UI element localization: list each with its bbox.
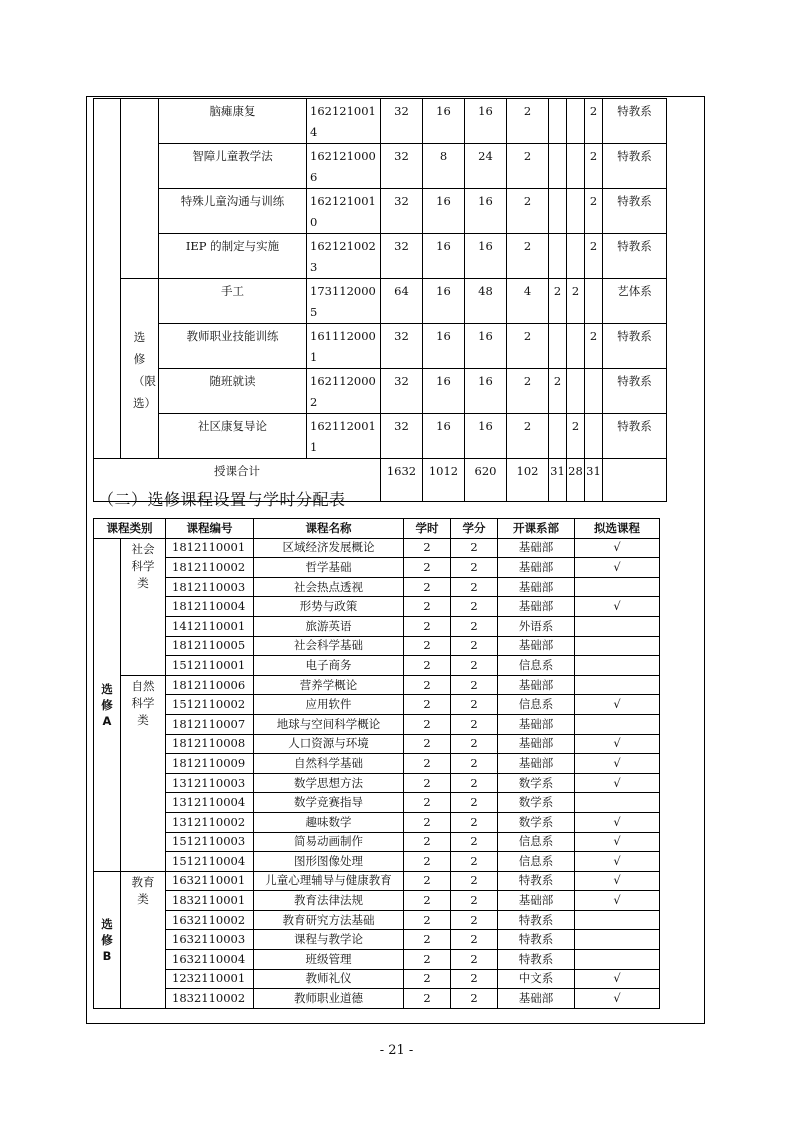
course-hours: 2 [404, 812, 451, 832]
course-s3 [585, 414, 603, 459]
course-name: 人口资源与环境 [254, 734, 404, 754]
course-pick-check [575, 950, 660, 970]
course-theory: 16 [423, 279, 465, 324]
course-practice: 24 [465, 144, 507, 189]
course-practice: 48 [465, 279, 507, 324]
course-theory: 8 [423, 144, 465, 189]
course-name: 社区康复导论 [159, 414, 307, 459]
course-credit: 2 [451, 852, 498, 872]
course-name: 自然科学基础 [254, 754, 404, 774]
course-dept: 基础部 [498, 734, 575, 754]
course-name: IEP 的制定与实施 [159, 234, 307, 279]
course-hours: 2 [404, 989, 451, 1009]
course-pick-check: √ [575, 989, 660, 1009]
course-hours: 2 [404, 616, 451, 636]
course-credit: 2 [451, 636, 498, 656]
course-theory: 16 [423, 414, 465, 459]
table-row [94, 636, 660, 656]
course-hours: 2 [404, 832, 451, 852]
course-code: 1812110003 [166, 577, 254, 597]
course-credit: 2 [451, 832, 498, 852]
course-credit: 2 [451, 930, 498, 950]
total-credit: 102 [507, 459, 549, 502]
table-row [94, 616, 660, 636]
course-hours: 2 [404, 969, 451, 989]
course-credit: 2 [451, 969, 498, 989]
course-theory: 16 [423, 324, 465, 369]
course-code: 1312110003 [166, 773, 254, 793]
course-code: 1812110005 [166, 636, 254, 656]
course-pick-check: √ [575, 832, 660, 852]
table-row [94, 930, 660, 950]
course-hours: 2 [404, 950, 451, 970]
table-row [94, 969, 660, 989]
course-credit: 2 [451, 538, 498, 558]
course-credit: 2 [451, 577, 498, 597]
course-credit: 2 [507, 324, 549, 369]
section-title: （二）选修课程设置与学时分配表 [98, 490, 346, 509]
course-pick-check [575, 793, 660, 813]
course-credit: 2 [451, 891, 498, 911]
elective-a-label: 选修A [94, 538, 121, 871]
header-category: 课程类别 [94, 519, 166, 539]
course-hours: 2 [404, 597, 451, 617]
course-dept: 特教系 [498, 930, 575, 950]
course-theory: 16 [423, 369, 465, 414]
course-s2 [567, 144, 585, 189]
course-dept: 基础部 [498, 675, 575, 695]
course-hours: 32 [381, 234, 423, 279]
course-pick-check: √ [575, 538, 660, 558]
course-name: 旅游英语 [254, 616, 404, 636]
course-pick-check: √ [575, 734, 660, 754]
course-hours: 2 [404, 910, 451, 930]
course-code: 1621210023 [307, 234, 381, 279]
course-code: 1621210006 [307, 144, 381, 189]
course-practice: 16 [465, 234, 507, 279]
course-credit: 2 [507, 234, 549, 279]
header-credit: 学分 [451, 519, 498, 539]
table-row [94, 754, 660, 774]
course-pick-check [575, 577, 660, 597]
course-dept: 基础部 [498, 714, 575, 734]
course-hours: 32 [381, 189, 423, 234]
total-label: 授课合计 [94, 459, 381, 502]
course-code: 1621120002 [307, 369, 381, 414]
course-s2 [567, 324, 585, 369]
course-name: 哲学基础 [254, 558, 404, 578]
course-name: 教师职业技能训练 [159, 324, 307, 369]
course-pick-check: √ [575, 773, 660, 793]
course-hours: 2 [404, 734, 451, 754]
course-hours: 2 [404, 852, 451, 872]
course-code: 1512110001 [166, 656, 254, 676]
course-code: 1812110007 [166, 714, 254, 734]
course-code: 1412110001 [166, 616, 254, 636]
course-credit: 2 [451, 675, 498, 695]
table-row [94, 871, 660, 891]
table-row [94, 989, 660, 1009]
course-hours: 2 [404, 656, 451, 676]
course-name: 课程与教学论 [254, 930, 404, 950]
course-credit: 4 [507, 279, 549, 324]
course-credit: 2 [451, 558, 498, 578]
course-dept: 信息系 [498, 852, 575, 872]
table-row [94, 558, 660, 578]
total-theory: 1012 [423, 459, 465, 502]
table-header-row [94, 519, 660, 539]
header-name: 课程名称 [254, 519, 404, 539]
table-row [94, 950, 660, 970]
course-hours: 2 [404, 891, 451, 911]
course-code: 1621210014 [307, 99, 381, 144]
course-pick-check [575, 616, 660, 636]
course-dept: 信息系 [498, 656, 575, 676]
course-hours: 2 [404, 695, 451, 715]
course-name: 随班就读 [159, 369, 307, 414]
course-code: 1621210010 [307, 189, 381, 234]
course-name: 图形图像处理 [254, 852, 404, 872]
course-hours: 32 [381, 369, 423, 414]
course-hours: 2 [404, 773, 451, 793]
course-theory: 16 [423, 189, 465, 234]
course-dept: 基础部 [498, 558, 575, 578]
course-name: 数学竞赛指导 [254, 793, 404, 813]
course-theory: 16 [423, 234, 465, 279]
course-code: 1832110001 [166, 891, 254, 911]
course-hours: 2 [404, 675, 451, 695]
course-name: 数学思想方法 [254, 773, 404, 793]
table-row [94, 414, 667, 459]
course-pick-check: √ [575, 558, 660, 578]
course-credit: 2 [451, 773, 498, 793]
course-name: 教育法律法规 [254, 891, 404, 911]
course-dept: 特教系 [498, 871, 575, 891]
course-s2 [567, 189, 585, 234]
course-code: 1812110004 [166, 597, 254, 617]
table-row [94, 324, 667, 369]
course-credit: 2 [451, 656, 498, 676]
table-row [94, 773, 660, 793]
course-dept: 特教系 [603, 189, 667, 234]
course-s1 [549, 324, 567, 369]
course-hours: 32 [381, 324, 423, 369]
course-theory: 16 [423, 99, 465, 144]
course-dept: 基础部 [498, 577, 575, 597]
course-hours-table [93, 98, 667, 502]
course-s3: 2 [585, 234, 603, 279]
course-s1: 2 [549, 369, 567, 414]
course-pick-check: √ [575, 969, 660, 989]
course-code: 1632110003 [166, 930, 254, 950]
course-hours: 2 [404, 538, 451, 558]
header-code: 课程编号 [166, 519, 254, 539]
course-s2 [567, 369, 585, 414]
course-practice: 16 [465, 369, 507, 414]
course-name: 教育研究方法基础 [254, 910, 404, 930]
course-name: 教师职业道德 [254, 989, 404, 1009]
course-pick-check: √ [575, 754, 660, 774]
elective-category-label [121, 279, 159, 459]
course-s3: 2 [585, 99, 603, 144]
table-row [94, 793, 660, 813]
course-credit: 2 [451, 597, 498, 617]
course-s3: 2 [585, 189, 603, 234]
course-s1: 2 [549, 279, 567, 324]
course-credit: 2 [451, 950, 498, 970]
table-row [94, 910, 660, 930]
course-s1 [549, 414, 567, 459]
course-s3 [585, 369, 603, 414]
course-hours: 2 [404, 930, 451, 950]
elective-label-text: 选修（限选） [133, 329, 156, 410]
course-credit: 2 [507, 189, 549, 234]
course-dept: 特教系 [603, 99, 667, 144]
course-credit: 2 [507, 414, 549, 459]
table-row [94, 99, 667, 144]
course-pick-check: √ [575, 597, 660, 617]
course-s3: 2 [585, 324, 603, 369]
course-code: 1512110003 [166, 832, 254, 852]
table-row [94, 189, 667, 234]
course-name: 社会科学基础 [254, 636, 404, 656]
course-pick-check [575, 930, 660, 950]
course-code: 1812110009 [166, 754, 254, 774]
course-s3: 2 [585, 144, 603, 189]
course-name: 地球与空间科学概论 [254, 714, 404, 734]
course-practice: 16 [465, 324, 507, 369]
course-pick-check: √ [575, 695, 660, 715]
course-dept: 基础部 [498, 636, 575, 656]
course-credit: 2 [451, 871, 498, 891]
course-credit: 2 [451, 793, 498, 813]
course-pick-check [575, 656, 660, 676]
course-dept: 特教系 [603, 369, 667, 414]
subcategory-social: 社会科学类 [121, 538, 166, 675]
course-name: 趣味数学 [254, 812, 404, 832]
course-dept: 特教系 [603, 144, 667, 189]
course-s1 [549, 234, 567, 279]
total-practice: 620 [465, 459, 507, 502]
course-credit: 2 [507, 369, 549, 414]
course-code: 1812110001 [166, 538, 254, 558]
table-row [94, 279, 667, 324]
course-credit: 2 [451, 989, 498, 1009]
course-s2 [567, 99, 585, 144]
course-name: 脑瘫康复 [159, 99, 307, 144]
table-row [94, 695, 660, 715]
course-hours: 32 [381, 144, 423, 189]
course-dept: 中文系 [498, 969, 575, 989]
table-row [94, 812, 660, 832]
course-code: 1812110002 [166, 558, 254, 578]
course-pick-check [575, 636, 660, 656]
course-credit: 2 [451, 616, 498, 636]
course-practice: 16 [465, 99, 507, 144]
course-hours: 64 [381, 279, 423, 324]
course-code: 1832110002 [166, 989, 254, 1009]
course-dept: 特教系 [498, 950, 575, 970]
course-code: 1812110008 [166, 734, 254, 754]
table-row [94, 234, 667, 279]
course-name: 手工 [159, 279, 307, 324]
table-row [94, 675, 660, 695]
header-dept: 开课系部 [498, 519, 575, 539]
course-hours: 2 [404, 577, 451, 597]
course-code: 1632110001 [166, 871, 254, 891]
course-code: 1621120011 [307, 414, 381, 459]
subcategory-education: 教育类 [121, 871, 166, 1008]
course-hours: 2 [404, 558, 451, 578]
course-credit: 2 [451, 695, 498, 715]
course-s1 [549, 99, 567, 144]
course-dept: 特教系 [603, 234, 667, 279]
course-dept: 信息系 [498, 695, 575, 715]
course-hours: 2 [404, 793, 451, 813]
table-row [94, 891, 660, 911]
table-row [94, 656, 660, 676]
course-dept: 特教系 [603, 324, 667, 369]
page-number: - 21 - [379, 1043, 414, 1058]
course-hours: 2 [404, 871, 451, 891]
course-hours: 2 [404, 714, 451, 734]
course-code: 1512110004 [166, 852, 254, 872]
elective-b-label: 选修B [94, 871, 121, 1008]
course-dept: 特教系 [498, 910, 575, 930]
elective-course-table [93, 518, 660, 1009]
course-credit: 2 [451, 910, 498, 930]
course-s3 [585, 279, 603, 324]
table-row [94, 714, 660, 734]
header-pick: 拟选课程 [575, 519, 660, 539]
course-name: 形势与政策 [254, 597, 404, 617]
table-row [94, 852, 660, 872]
subcategory-natural: 自然科学类 [121, 675, 166, 871]
course-code: 1232110001 [166, 969, 254, 989]
course-pick-check: √ [575, 871, 660, 891]
course-code: 1312110004 [166, 793, 254, 813]
course-name: 教师礼仪 [254, 969, 404, 989]
course-credit: 2 [451, 812, 498, 832]
course-name: 营养学概论 [254, 675, 404, 695]
course-hours: 32 [381, 414, 423, 459]
course-name: 简易动画制作 [254, 832, 404, 852]
course-code: 1312110002 [166, 812, 254, 832]
table-row [94, 577, 660, 597]
course-pick-check [575, 910, 660, 930]
course-credit: 2 [451, 754, 498, 774]
total-s1: 31 [549, 459, 567, 502]
course-name: 应用软件 [254, 695, 404, 715]
course-dept: 特教系 [603, 414, 667, 459]
course-s2 [567, 234, 585, 279]
course-practice: 16 [465, 189, 507, 234]
table-row [94, 734, 660, 754]
table-row [94, 144, 667, 189]
course-hours: 2 [404, 754, 451, 774]
course-name: 区域经济发展概论 [254, 538, 404, 558]
course-dept: 信息系 [498, 832, 575, 852]
total-s2: 28 [567, 459, 585, 502]
course-hours: 32 [381, 99, 423, 144]
course-hours: 2 [404, 636, 451, 656]
total-dept [603, 459, 667, 502]
course-code: 1731120005 [307, 279, 381, 324]
course-pick-check: √ [575, 852, 660, 872]
course-dept: 艺体系 [603, 279, 667, 324]
table-row [94, 538, 660, 558]
course-pick-check [575, 675, 660, 695]
course-name: 班级管理 [254, 950, 404, 970]
course-credit: 2 [451, 714, 498, 734]
course-dept: 外语系 [498, 616, 575, 636]
course-dept: 基础部 [498, 754, 575, 774]
total-s3: 31 [585, 459, 603, 502]
table-row [94, 597, 660, 617]
course-practice: 16 [465, 414, 507, 459]
course-code: 1632110004 [166, 950, 254, 970]
table-row [94, 369, 667, 414]
course-dept: 数学系 [498, 793, 575, 813]
course-dept: 基础部 [498, 597, 575, 617]
course-dept: 基础部 [498, 989, 575, 1009]
course-code: 1512110002 [166, 695, 254, 715]
course-name: 智障儿童教学法 [159, 144, 307, 189]
course-dept: 基础部 [498, 538, 575, 558]
header-hours: 学时 [404, 519, 451, 539]
category-cell [121, 99, 159, 279]
course-code: 1812110006 [166, 675, 254, 695]
course-credit: 2 [507, 99, 549, 144]
course-dept: 数学系 [498, 812, 575, 832]
total-hours: 1632 [381, 459, 423, 502]
course-dept: 基础部 [498, 891, 575, 911]
course-code: 1611120001 [307, 324, 381, 369]
course-s2: 2 [567, 414, 585, 459]
course-name: 特殊儿童沟通与训练 [159, 189, 307, 234]
course-pick-check: √ [575, 812, 660, 832]
course-s1 [549, 189, 567, 234]
course-name: 电子商务 [254, 656, 404, 676]
course-code: 1632110002 [166, 910, 254, 930]
table-row [94, 832, 660, 852]
course-dept: 数学系 [498, 773, 575, 793]
course-pick-check: √ [575, 891, 660, 911]
outer-category-cell [94, 99, 121, 459]
course-credit: 2 [507, 144, 549, 189]
course-name: 儿童心理辅导与健康教育 [254, 871, 404, 891]
course-name: 社会热点透视 [254, 577, 404, 597]
course-pick-check [575, 714, 660, 734]
course-s2: 2 [567, 279, 585, 324]
course-s1 [549, 144, 567, 189]
course-credit: 2 [451, 734, 498, 754]
